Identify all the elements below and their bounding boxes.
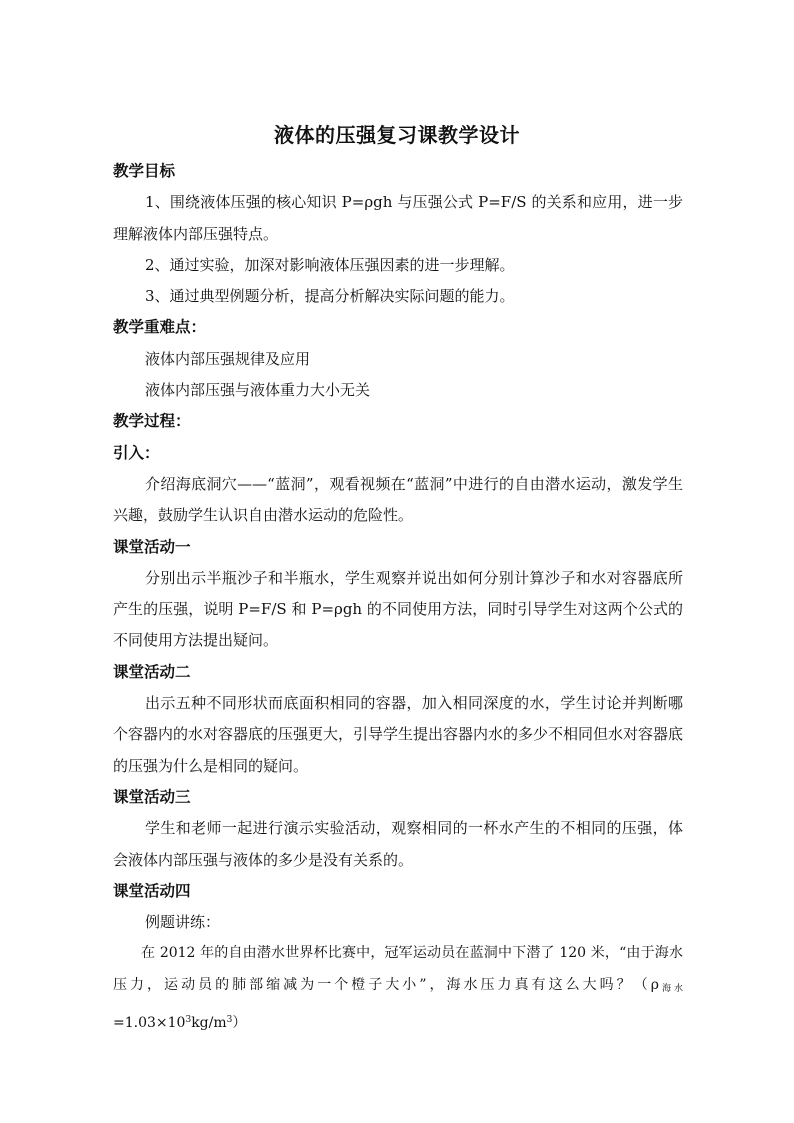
objective-item-1: 1、围绕液体压强的核心知识 P=ρgh 与压强公式 P=F/S 的关系和应用，进一步理解液体内部压强特点。	[113, 193, 683, 243]
section-heading-intro: 引入：	[113, 443, 160, 462]
example-label: 例题讲练：	[145, 913, 221, 932]
density-exponent: 3	[185, 1015, 192, 1026]
close-paren: ）	[232, 1015, 247, 1032]
intro-text: 介绍海底洞穴——“蓝洞”，观看视频在“蓝洞”中进行的自由潜水运动，激发学生兴趣，鼓励学生认识自由潜水运动的危险性。	[113, 474, 683, 525]
key-point-2: 液体内部压强与液体重力大小无关	[145, 381, 371, 400]
activity-2-text: 出示五种不同形状而底面积相同的容器，加入相同深度的水，学生讨论并判断哪个容器内的水对容器底的压强更大，引导学生提出容器内水的多少不相同但水对容器底的压强为什么是相同的疑问。	[113, 694, 684, 775]
section-heading-activity-1: 课堂活动一	[113, 537, 191, 556]
activity-1-text: 分别出示半瓶沙子和半瓶水，学生观察并说出如何分别计算沙子和水对容器底所产生的压强，说明 P=F/S 和 P=ρgh 的不同使用方法，同时引导学生对这两个公式的不同使用方法提出疑问。	[113, 568, 683, 650]
activity-3-text: 学生和老师一起进行演示实验活动，观察相同的一杯水产生的不相同的压强，体会液体内部压强与液体的多少是没有关系的。	[113, 819, 683, 869]
objective-item-2: 2、通过实验，加深对影响液体压强因素的进一步理解。	[145, 255, 515, 274]
unit-exponent: 3	[226, 1015, 233, 1026]
section-heading-process: 教学过程：	[113, 412, 191, 431]
objective-item-3: 3、通过典型例题分析，提高分析解决实际问题的能力。	[145, 287, 515, 306]
density-unit: kg/m	[191, 1015, 227, 1032]
section-heading-activity-2: 课堂活动二	[113, 662, 191, 681]
example-problem-text: 在 2012 年的自由潜水世界杯比赛中，冠军运动员在蓝洞中下潜了 120 米，“由于海水压力，运动员的肺部缩减为一个橙子大小”，海水压力真有这么大吗？（ρ	[113, 945, 683, 993]
section-heading-activity-3: 课堂活动三	[113, 787, 191, 806]
density-value: =1.03×10	[113, 1015, 186, 1032]
section-heading-activity-4: 课堂活动四	[113, 881, 191, 900]
example-problem	[113, 938, 683, 1039]
rho-subscript: 海水	[658, 983, 683, 994]
section-heading-key-points: 教学重难点：	[113, 318, 207, 337]
document-body	[113, 156, 683, 1039]
section-heading-objectives: 教学目标	[113, 162, 176, 180]
key-point-1: 液体内部压强规律及应用	[145, 349, 311, 368]
document-title: 液体的压强复习课教学设计	[274, 123, 520, 147]
